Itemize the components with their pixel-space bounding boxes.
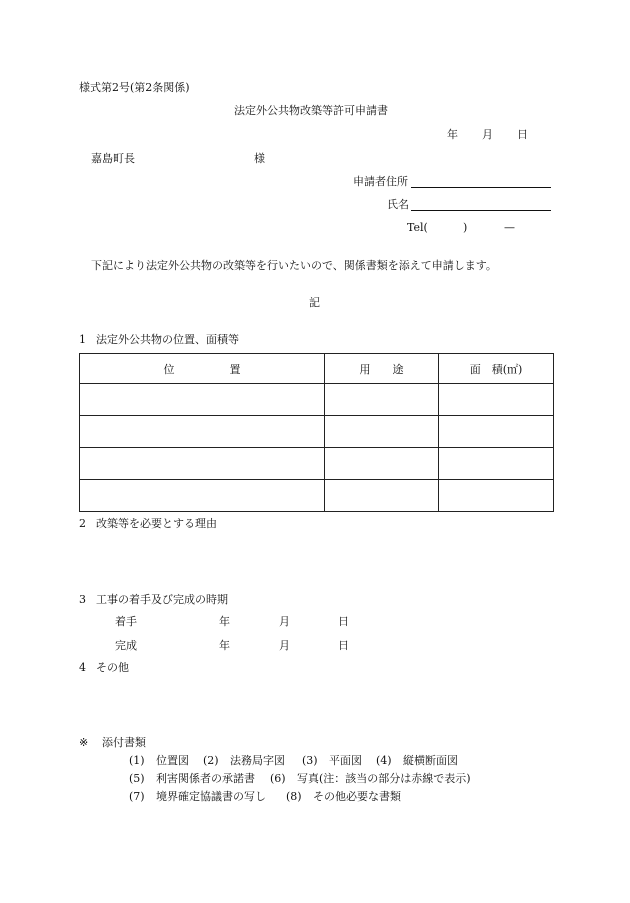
section3-title: 工事の着手及び完成の時期 <box>96 593 228 606</box>
attachment-label: 法務局字図 <box>230 754 285 767</box>
date-year-label: 年 <box>447 128 458 141</box>
attachment-label: 縦横断面図 <box>403 754 458 767</box>
applicant-name-line[interactable] <box>411 210 551 211</box>
applicant-tel-dash: — <box>504 221 515 234</box>
section4-number: 4 <box>79 661 86 674</box>
form-number: 様式第2号(第2条関係) <box>79 81 190 94</box>
applicant-tel-label: Tel( <box>407 221 428 234</box>
attachment-label: 位置図 <box>156 754 189 767</box>
header-use: 用 途 <box>325 354 439 384</box>
section2-title: 改築等を必要とする理由 <box>96 517 217 530</box>
attachment-label: 平面図 <box>329 754 362 767</box>
area-table <box>79 353 554 512</box>
cell-use[interactable] <box>325 416 439 448</box>
date-month-label: 月 <box>482 128 493 141</box>
section2-number: 2 <box>79 517 86 530</box>
attachments-title: 添付書類 <box>102 736 146 749</box>
cell-use[interactable] <box>325 480 439 512</box>
cell-area[interactable] <box>439 448 554 480</box>
complete-day-label: 日 <box>338 639 349 652</box>
applicant-name-label: 氏名 <box>387 198 409 211</box>
section1-title: 法定外公共物の位置、面積等 <box>96 333 239 346</box>
attachment-num: (4) <box>376 754 392 767</box>
applicant-address-line[interactable] <box>411 187 551 188</box>
complete-year-label: 年 <box>219 639 230 652</box>
section4-title: その他 <box>96 661 129 674</box>
ki-heading: 記 <box>309 296 320 309</box>
cell-location[interactable] <box>80 448 325 480</box>
addressee-honorific: 様 <box>254 152 265 165</box>
table-row <box>80 416 554 448</box>
cell-location[interactable] <box>80 384 325 416</box>
table-row <box>80 480 554 512</box>
attachment-num: (5) <box>129 772 145 785</box>
section3-number: 3 <box>79 593 86 606</box>
attachment-num: (1) <box>129 754 145 767</box>
attachment-num: (2) <box>203 754 219 767</box>
date-day-label: 日 <box>517 128 528 141</box>
attachment-label: 境界確定協議書の写し <box>156 790 266 803</box>
cell-area[interactable] <box>439 384 554 416</box>
start-year-label: 年 <box>219 615 230 628</box>
attachment-label: 写真(注：該当の部分は赤線で表示) <box>297 772 471 785</box>
start-month-label: 月 <box>279 615 290 628</box>
intro-text: 下記により法定外公共物の改築等を行いたいので、関係書類を添えて申請します。 <box>91 259 497 272</box>
header-area: 面 積(㎡) <box>439 354 554 384</box>
cell-location[interactable] <box>80 480 325 512</box>
applicant-tel-paren-close: ) <box>463 221 468 234</box>
page-title: 法定外公共物改築等許可申請書 <box>234 104 388 117</box>
complete-month-label: 月 <box>279 639 290 652</box>
attachment-num: (6) <box>270 772 286 785</box>
attachments-mark: ※ <box>79 736 89 749</box>
header-location: 位 置 <box>80 354 325 384</box>
section1-number: 1 <box>79 333 86 346</box>
attachment-label: その他必要な書類 <box>313 790 401 803</box>
area-table-header <box>80 354 554 384</box>
applicant-address-label: 申請者住所 <box>353 175 408 188</box>
cell-area[interactable] <box>439 416 554 448</box>
attachment-num: (7) <box>129 790 145 803</box>
attachment-num: (8) <box>286 790 302 803</box>
cell-use[interactable] <box>325 448 439 480</box>
cell-use[interactable] <box>325 384 439 416</box>
cell-area[interactable] <box>439 480 554 512</box>
cell-location[interactable] <box>80 416 325 448</box>
start-label: 着手 <box>115 615 137 628</box>
table-row <box>80 448 554 480</box>
attachment-label: 利害関係者の承諾書 <box>156 772 255 785</box>
addressee-name: 嘉島町長 <box>91 152 135 165</box>
start-day-label: 日 <box>338 615 349 628</box>
complete-label: 完成 <box>115 639 137 652</box>
table-row <box>80 384 554 416</box>
attachment-num: (3) <box>302 754 318 767</box>
